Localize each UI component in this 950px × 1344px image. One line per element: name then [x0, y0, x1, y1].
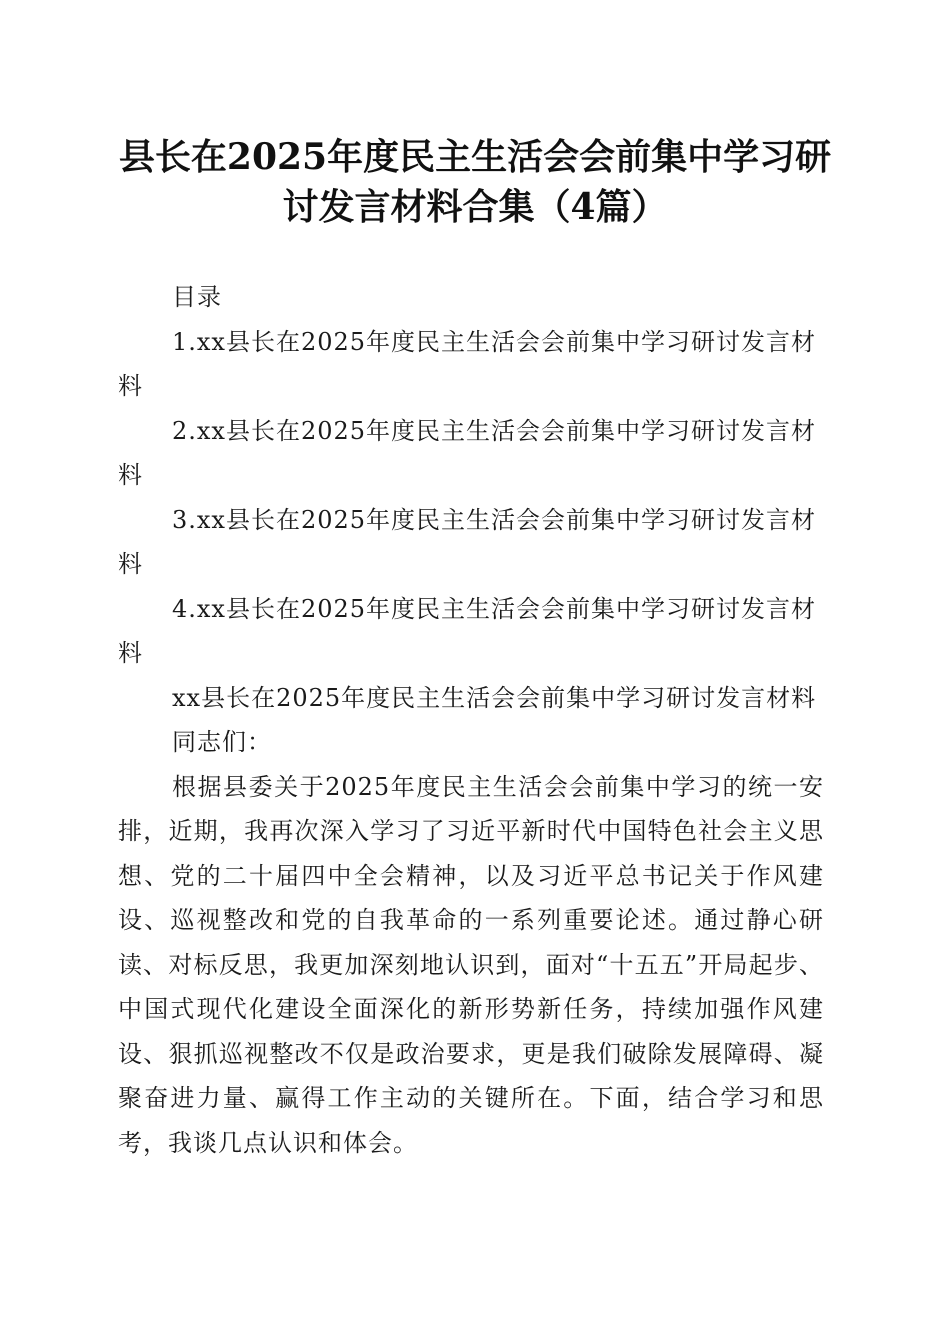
toc-item-1: 1.xx县长在2025年度民主生活会会前集中学习研讨发言材: [172, 327, 817, 356]
toc-item-2: 2.xx县长在2025年度民主生活会会前集中学习研讨发言材: [172, 416, 817, 445]
toc-item-2-cont: 料: [118, 461, 143, 489]
toc-heading: 目录: [172, 283, 222, 311]
paragraph-1: 根据县委关于2025年度民主生活会会前集中学习的统一安排，近期，我再次深入学习了习近平新时代中国特色社会主义思想、党的二十届四中全会精神，以及习近平总书记关于作风建设、巡视整改和党的自我革命的一系列重要论述。通过静心研读、对标反思，我更加深刻地认识到，面对“十五五”开局起步、中国式现代化建设全面深化的新形势新任务，持续加强作风建设、狠抓巡视整改不仅是政治要求，更是我们破除发展障碍、凝聚奋进力量、赢得工作主动的关键所在。下面，结合学习和思考，我谈几点认识和体会。: [118, 772, 824, 1157]
article-heading: xx县长在2025年度民主生活会会前集中学习研讨发言材料: [172, 683, 817, 712]
salutation: 同志们：: [172, 728, 272, 756]
document-body: [118, 275, 824, 1165]
document-title: [118, 132, 832, 232]
title-line-1: 县长在2025年度民主生活会会前集中学习研: [118, 136, 832, 178]
toc-item-3: 3.xx县长在2025年度民主生活会会前集中学习研讨发言材: [172, 505, 817, 534]
toc-item-1-cont: 料: [118, 372, 143, 400]
toc-item-3-cont: 料: [118, 550, 143, 578]
toc-item-4-cont: 料: [118, 639, 143, 667]
title-line-2: 讨发言材料合集（4篇）: [282, 186, 668, 228]
toc-item-4: 4.xx县长在2025年度民主生活会会前集中学习研讨发言材: [172, 594, 817, 623]
